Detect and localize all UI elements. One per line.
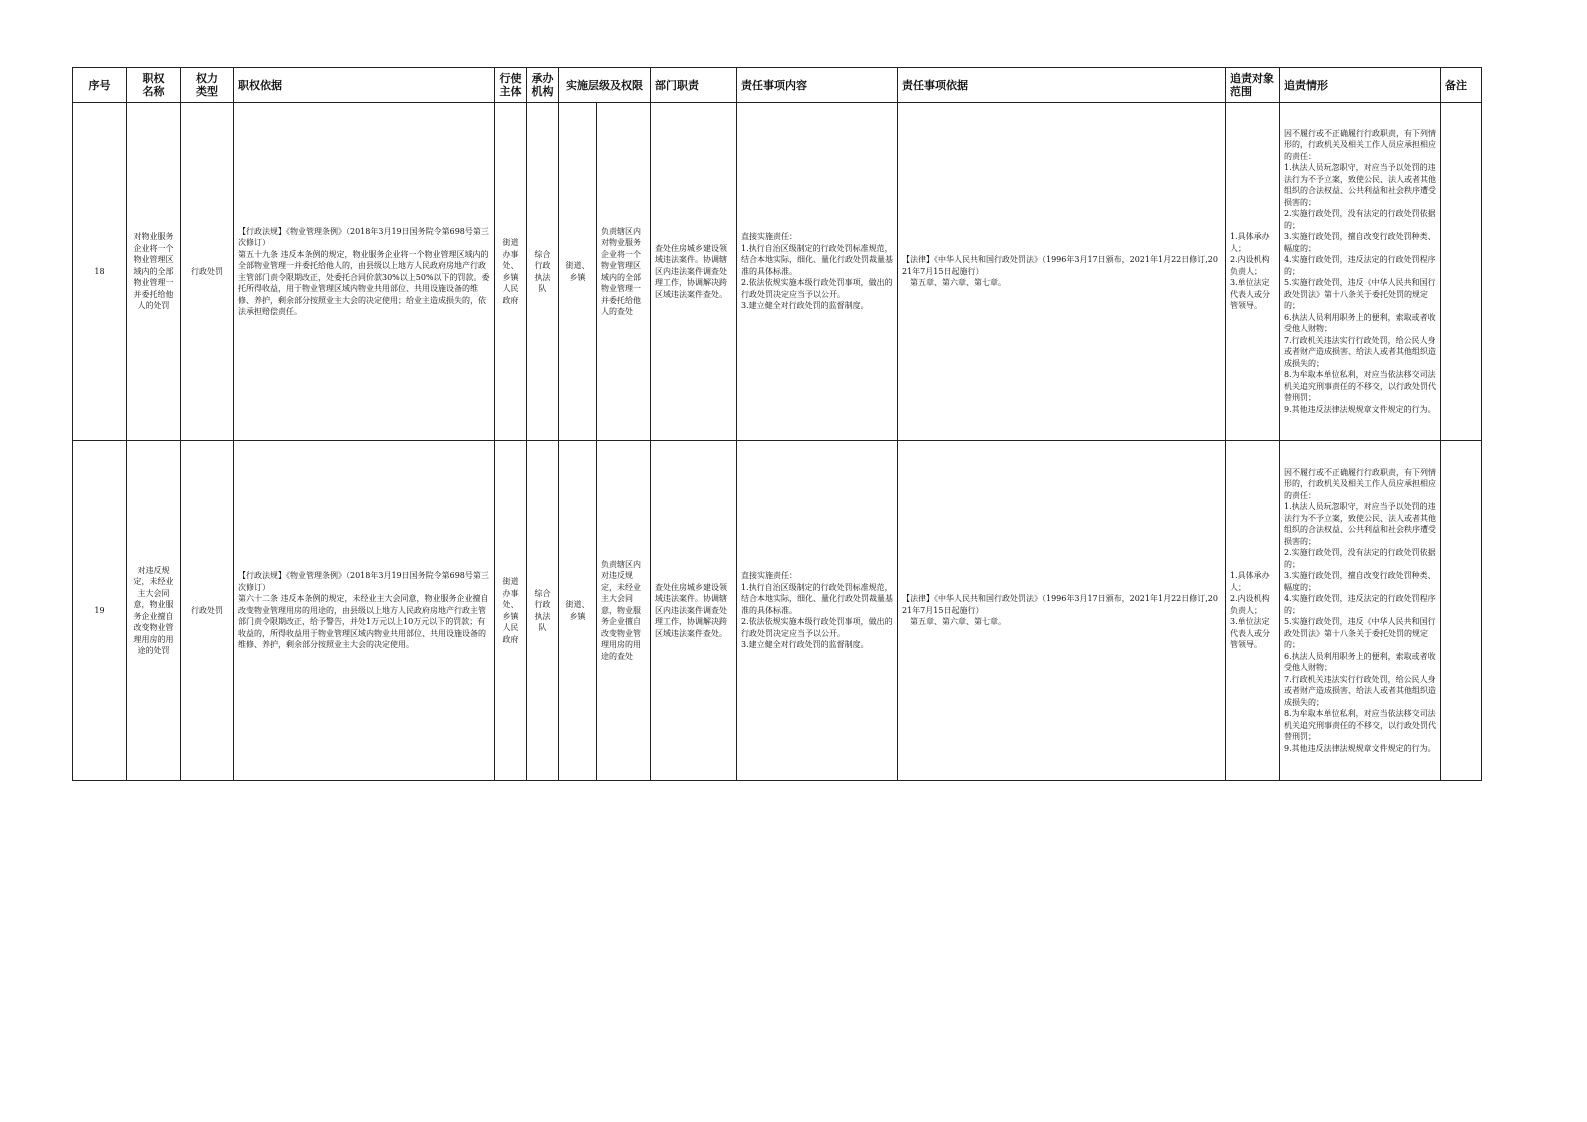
header-agency: 承办 机构 <box>527 68 559 103</box>
cell-seq: 18 <box>73 103 127 441</box>
cell-basis: 【行政法规】《物业管理条例》（2018年3月19日国务院令第698号第三次修订） 第六十二条 违反本条例的规定，未经业主大会同意，物业服务企业擅自改变物业管理用房的用途的，由县级以上地方人民政府房地产行政主管部门责令限期改正，给予警告，并处1万元以上10万元以下的罚款；有收益的，所得收益用于物业管理区域内物业共用部位、共用设施设备的维修、养护，剩余部分按照业主大会的决定使用。 <box>234 441 495 781</box>
cell-type: 行政处罚 <box>181 441 234 781</box>
header-subject: 行使 主体 <box>495 68 527 103</box>
cell-type: 行政处罚 <box>181 103 234 441</box>
header-name: 职权 名称 <box>127 68 181 103</box>
responsibility-table <box>72 67 1482 781</box>
header-scope: 追责对象 范围 <box>1226 68 1280 103</box>
cell-subject: 街道办事处、乡镇人民政府 <box>495 441 527 781</box>
table-row <box>73 103 1482 441</box>
cell-agency: 综合行政执法队 <box>527 103 559 441</box>
cell-name: 对物业服务企业将一个物业管理区域内的全部物业管理一并委托给他人的处罚 <box>127 103 181 441</box>
cell-situation: 因不履行或不正确履行行政职责，有下列情形的，行政机关及相关工作人员应承担相应的责任： 1.执法人员玩忽职守，对应当予以处罚的违法行为不予立案，致使公民、法人或者其他组织的合法权益、公共利益和社会秩序遭受损害的； 2.实施行政处罚，没有法定的行政处罚依据的； 3.实施行政处罚，擅自改变行政处罚种类、幅度的； 4.实施行政处罚，违反法定的行政处罚程序的； 5.实施行政处罚，违反《中华人民共和国行政处罚法》第十八条关于委托处罚的规定的； 6.执法人员利用职务上的便利，索取或者收受他人财物； 7.行政机关违法实行行政处罚，给公民人身或者财产造成损害、给法人或者其他组织造成损失的； 8.为牟取本单位私利，对应当依法移交司法机关追究刑事责任的不移交，以行政处罚代替刑罚； 9.其他违反法律法规规章文件规定的行为。 <box>1280 103 1441 441</box>
header-level: 实施层级及权限 <box>559 68 651 103</box>
cell-duty: 查处住房城乡建设领域违法案件。协调辖区内违法案件调查处理工作，协调解决跨区域违法案件查处。 <box>651 103 737 441</box>
cell-basis: 【行政法规】《物业管理条例》（2018年3月19日国务院令第698号第三次修订） 第五十九条 违反本条例的规定，物业服务企业将一个物业管理区域内的全部物业管理一并委托给他人的，由县级以上地方人民政府房地产行政主管部门责令限期改正，处委托合同价款30%以上50%以下的罚款。委托所得收益，用于物业管理区域内物业共用部位、共用设施设备的维修、养护，剩余部分按照业主大会的决定使用；给业主造成损失的，依法承担赔偿责任。 <box>234 103 495 441</box>
header-seq: 序号 <box>73 68 127 103</box>
header-duty: 部门职责 <box>651 68 737 103</box>
cell-situation: 因不履行或不正确履行行政职责，有下列情形的，行政机关及相关工作人员应承担相应的责任： 1.执法人员玩忽职守，对应当予以处罚的违法行为不予立案，致使公民、法人或者其他组织的合法权益、公共利益和社会秩序遭受损害的； 2.实施行政处罚，没有法定的行政处罚依据的； 3.实施行政处罚，擅自改变行政处罚种类、幅度的； 4.实施行政处罚，违反法定的行政处罚程序的； 5.实施行政处罚，违反《中华人民共和国行政处罚法》第十八条关于委托处罚的规定的； 6.执法人员利用职务上的便利，索取或者收受他人财物； 7.行政机关违法实行行政处罚，给公民人身或者财产造成损害、给法人或者其他组织造成损失的； 8.为牟取本单位私利，对应当依法移交司法机关追究刑事责任的不移交，以行政处罚代替刑罚； 9.其他违反法律法规规章文件规定的行为。 <box>1280 441 1441 781</box>
cell-content: 直接实施责任： 1.执行自治区级制定的行政处罚标准规范，结合本地实际，细化、量化行政处罚裁量基准的具体标准。 2.依法依规实施本级行政处罚事项，做出的行政处罚决定应当予以公开。 3.建立健全对行政处罚的监督制度。 <box>737 103 898 441</box>
cell-content: 直接实施责任： 1.执行自治区级制定的行政处罚标准规范，结合本地实际，细化、量化行政处罚裁量基准的具体标准。 2.依法依规实施本级行政处罚事项，做出的行政处罚决定应当予以公开。 3.建立健全对行政处罚的监督制度。 <box>737 441 898 781</box>
cell-name: 对违反规定，未经业主大会同意，物业服务企业擅自改变物业管理用房的用途的处罚 <box>127 441 181 781</box>
header-note: 备注 <box>1441 68 1482 103</box>
cell-level: 街道、乡镇 <box>559 441 597 781</box>
cell-resp-basis: 【法律】《中华人民共和国行政处罚法》（1996年3月17日颁布，2021年1月22日修订,2021年7月15日起施行） 第五章、第六章、第七章。 <box>898 441 1226 781</box>
cell-agency: 综合行政执法队 <box>527 441 559 781</box>
cell-authority: 负责辖区内对违反规定，未经业主大会同意，物业服务企业擅自改变物业管理用房的用途的查处 <box>597 441 651 781</box>
cell-level: 街道、乡镇 <box>559 103 597 441</box>
cell-scope: 1.具体承办人； 2.内设机构负责人； 3.单位法定代表人或分管领导。 <box>1226 103 1280 441</box>
header-row <box>73 68 1482 103</box>
cell-authority: 负责辖区内对物业服务企业将一个物业管理区域内的全部物业管理一并委托给他人的查处 <box>597 103 651 441</box>
cell-seq: 19 <box>73 441 127 781</box>
header-situation: 追责情形 <box>1280 68 1441 103</box>
cell-note <box>1441 103 1482 441</box>
cell-duty: 查处住房城乡建设领域违法案件。协调辖区内违法案件调查处理工作，协调解决跨区域违法案件查处。 <box>651 441 737 781</box>
header-resp-basis: 责任事项依据 <box>898 68 1226 103</box>
cell-resp-basis: 【法律】《中华人民共和国行政处罚法》（1996年3月17日颁布，2021年1月22日修订,2021年7月15日起施行） 第五章、第六章、第七章。 <box>898 103 1226 441</box>
cell-scope: 1.具体承办人； 2.内设机构负责人； 3.单位法定代表人或分管领导。 <box>1226 441 1280 781</box>
table-row <box>73 441 1482 781</box>
cell-note <box>1441 441 1482 781</box>
header-content: 责任事项内容 <box>737 68 898 103</box>
header-type: 权力 类型 <box>181 68 234 103</box>
cell-subject: 街道办事处、乡镇人民政府 <box>495 103 527 441</box>
header-basis: 职权依据 <box>234 68 495 103</box>
